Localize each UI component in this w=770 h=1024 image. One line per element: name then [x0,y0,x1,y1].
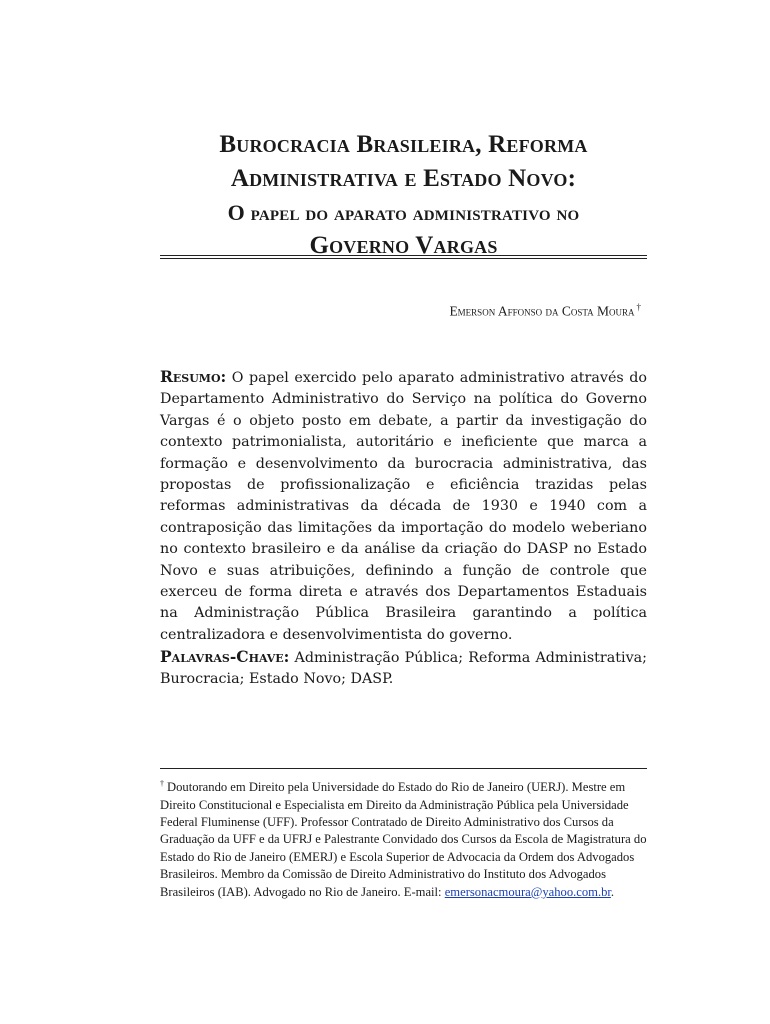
keywords-label: Palavras-Chave: [160,647,290,666]
footnote [160,775,647,901]
title-line-3: O papel do aparato administrativo no [227,200,580,225]
footnote-separator [160,768,647,769]
abstract-text: O papel exercido pelo aparato administrativo através do Departamento Administrativo do Serviço na política do Governo Vargas é o objeto posto em debate, a partir da investigação do contexto patrimonialista, autoritário e ineficiente que marca a formação e desenvolvimento da burocracia administrativa, das propostas de profissionalização e eficiência trazidas pelas reformas administrativas da década de 1930 e 1940 com a contraposição das limitações da importação do modelo weberiano no contexto brasileiro e da análise da criação do DASP no Estado Novo e suas atribuições, definindo a função de controle que exerceu de forma direta e através dos Departamentos Estaduais na Administração Pública Brasileira garantindo a política centralizadora e desenvolvimentista do governo. [160,370,647,643]
footnote-end: . [610,884,615,899]
footnote-text: Doutorando em Direito pela Universidade do Estado do Rio de Janeiro (UERJ). Mestre em Direito Constitucional e Especialista em Direito da Administração Pública pela Universidade Federal Fluminense (UFF). Professor Contratado de Direito Administrativo dos Cursos da Graduação da UFF e da UFRJ e Palestrante Convidado dos Cursos da Escola de Magistratura do Estado do Rio de Janeiro (EMERJ) e Escola Superior de Advocacia da Ordem dos Advogados Brasileiros. Membro da Comissão de Direito Administrativo do Instituto dos Advogados Brasileiros (IAB). Advogado no Rio de Janeiro. E-mail: [160,780,647,899]
title-rule-top [160,255,647,256]
keywords [160,646,647,691]
paper-page [160,0,647,1024]
keywords-text: Administração Pública; Reforma Administrativa; Burocracia; Estado Novo; DASP. [160,650,648,688]
author-line [449,302,641,320]
title-line-4: Governo Vargas [309,232,498,259]
author-footnote-mark[interactable]: † [636,302,641,312]
paper-title [160,128,647,263]
abstract [160,366,647,646]
title-rule-bottom [160,258,647,259]
title-line-1: Burocracia Brasileira, Reforma [219,131,588,158]
title-line-2: Administrativa e Estado Novo: [230,165,577,192]
footnote-mark: † [160,779,164,788]
email-link[interactable]: emersonacmoura@yahoo.com.br [444,884,611,899]
abstract-label: Resumo: [160,367,227,386]
author-name: Emerson Affonso da Costa Moura [449,303,635,319]
